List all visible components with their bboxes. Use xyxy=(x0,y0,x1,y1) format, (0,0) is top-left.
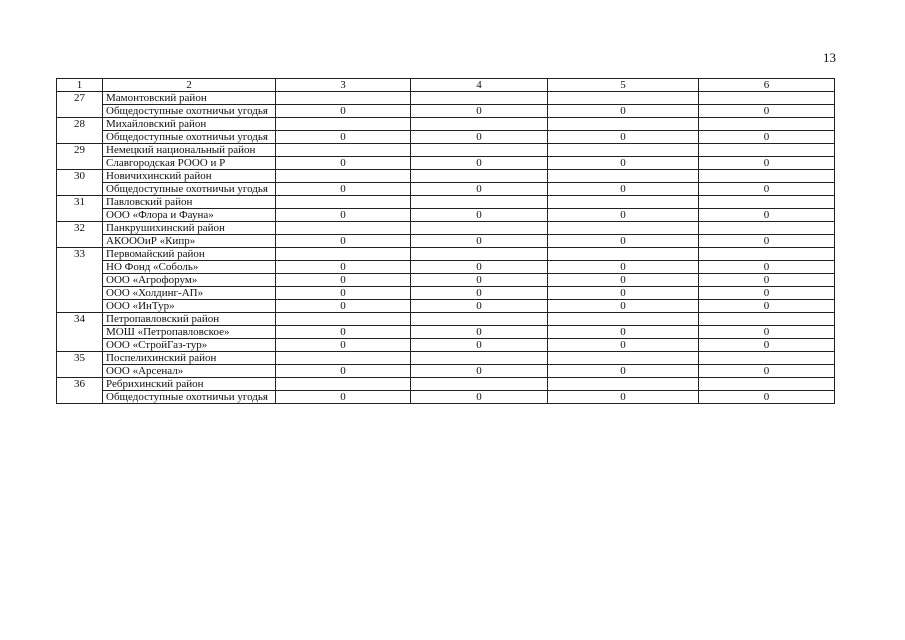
header-cell: 4 xyxy=(411,79,548,92)
value-cell: 0 xyxy=(699,365,835,378)
header-row xyxy=(57,79,835,92)
district-row xyxy=(57,118,835,131)
table-row xyxy=(57,326,835,339)
value-cell: 0 xyxy=(699,391,835,404)
header-cell: 3 xyxy=(276,79,411,92)
empty-cell xyxy=(411,196,548,209)
empty-cell xyxy=(276,92,411,105)
table-row xyxy=(57,274,835,287)
ground-name: Общедоступные охотничьи угодья xyxy=(103,131,276,144)
ground-name: Общедоступные охотничьи угодья xyxy=(103,105,276,118)
district-name: Панкрушихинский район xyxy=(103,222,276,235)
district-row xyxy=(57,352,835,365)
empty-cell xyxy=(276,378,411,391)
empty-cell xyxy=(548,92,699,105)
value-cell: 0 xyxy=(411,326,548,339)
district-row xyxy=(57,222,835,235)
empty-cell xyxy=(699,248,835,261)
empty-cell xyxy=(699,196,835,209)
empty-cell xyxy=(411,313,548,326)
empty-cell xyxy=(276,222,411,235)
value-cell: 0 xyxy=(276,157,411,170)
value-cell: 0 xyxy=(411,300,548,313)
value-cell: 0 xyxy=(411,183,548,196)
empty-cell xyxy=(699,118,835,131)
district-row xyxy=(57,144,835,157)
value-cell: 0 xyxy=(699,300,835,313)
value-cell: 0 xyxy=(411,131,548,144)
value-cell: 0 xyxy=(276,365,411,378)
value-cell: 0 xyxy=(548,391,699,404)
table-row xyxy=(57,209,835,222)
district-number: 34 xyxy=(57,313,103,352)
district-name: Ребрихинский район xyxy=(103,378,276,391)
value-cell: 0 xyxy=(276,391,411,404)
district-number: 28 xyxy=(57,118,103,144)
value-cell: 0 xyxy=(548,131,699,144)
ground-name: Общедоступные охотничьи угодья xyxy=(103,391,276,404)
table-row xyxy=(57,300,835,313)
table-row xyxy=(57,131,835,144)
empty-cell xyxy=(548,313,699,326)
header-cell: 6 xyxy=(699,79,835,92)
ground-name: ООО «Агрофорум» xyxy=(103,274,276,287)
value-cell: 0 xyxy=(699,131,835,144)
empty-cell xyxy=(411,170,548,183)
table-row xyxy=(57,183,835,196)
header-cell: 2 xyxy=(103,79,276,92)
value-cell: 0 xyxy=(276,209,411,222)
value-cell: 0 xyxy=(276,326,411,339)
value-cell: 0 xyxy=(548,209,699,222)
empty-cell xyxy=(411,222,548,235)
empty-cell xyxy=(548,118,699,131)
empty-cell xyxy=(548,222,699,235)
table-row xyxy=(57,391,835,404)
value-cell: 0 xyxy=(276,274,411,287)
table-body xyxy=(57,79,835,404)
value-cell: 0 xyxy=(548,183,699,196)
value-cell: 0 xyxy=(276,300,411,313)
empty-cell xyxy=(548,378,699,391)
value-cell: 0 xyxy=(411,105,548,118)
value-cell: 0 xyxy=(548,287,699,300)
header-cell: 5 xyxy=(548,79,699,92)
value-cell: 0 xyxy=(548,157,699,170)
district-name: Немецкий национальный район xyxy=(103,144,276,157)
page-number: 13 xyxy=(823,50,836,65)
table-row xyxy=(57,287,835,300)
empty-cell xyxy=(276,248,411,261)
value-cell: 0 xyxy=(276,235,411,248)
district-number: 29 xyxy=(57,144,103,170)
empty-cell xyxy=(411,378,548,391)
value-cell: 0 xyxy=(411,391,548,404)
hunting-grounds-table xyxy=(56,78,835,404)
ground-name: МОШ «Петропавловское» xyxy=(103,326,276,339)
value-cell: 0 xyxy=(548,365,699,378)
value-cell: 0 xyxy=(699,209,835,222)
value-cell: 0 xyxy=(276,183,411,196)
district-name: Новичихинский район xyxy=(103,170,276,183)
district-row xyxy=(57,196,835,209)
value-cell: 0 xyxy=(548,105,699,118)
value-cell: 0 xyxy=(411,261,548,274)
value-cell: 0 xyxy=(699,339,835,352)
value-cell: 0 xyxy=(548,274,699,287)
value-cell: 0 xyxy=(411,339,548,352)
district-number: 33 xyxy=(57,248,103,313)
district-name: Павловский район xyxy=(103,196,276,209)
empty-cell xyxy=(411,352,548,365)
district-row xyxy=(57,378,835,391)
ground-name: ООО «Холдинг-АП» xyxy=(103,287,276,300)
empty-cell xyxy=(276,352,411,365)
district-number: 31 xyxy=(57,196,103,222)
value-cell: 0 xyxy=(411,209,548,222)
value-cell: 0 xyxy=(699,326,835,339)
ground-name: ООО «ИнТур» xyxy=(103,300,276,313)
ground-name: ООО «Флора и Фауна» xyxy=(103,209,276,222)
district-row xyxy=(57,170,835,183)
empty-cell xyxy=(276,196,411,209)
value-cell: 0 xyxy=(699,287,835,300)
empty-cell xyxy=(411,248,548,261)
empty-cell xyxy=(276,313,411,326)
value-cell: 0 xyxy=(276,105,411,118)
empty-cell xyxy=(411,144,548,157)
district-name: Петропавловский район xyxy=(103,313,276,326)
value-cell: 0 xyxy=(699,105,835,118)
district-number: 27 xyxy=(57,92,103,118)
empty-cell xyxy=(411,118,548,131)
value-cell: 0 xyxy=(411,274,548,287)
value-cell: 0 xyxy=(411,287,548,300)
empty-cell xyxy=(699,222,835,235)
empty-cell xyxy=(699,170,835,183)
empty-cell xyxy=(699,144,835,157)
district-name: Первомайский район xyxy=(103,248,276,261)
value-cell: 0 xyxy=(699,274,835,287)
empty-cell xyxy=(548,248,699,261)
district-row xyxy=(57,313,835,326)
ground-name: Славгородская РООО и Р xyxy=(103,157,276,170)
empty-cell xyxy=(699,92,835,105)
ground-name: ООО «СтройГаз-тур» xyxy=(103,339,276,352)
value-cell: 0 xyxy=(548,235,699,248)
district-name: Мамонтовский район xyxy=(103,92,276,105)
empty-cell xyxy=(699,352,835,365)
table-row xyxy=(57,157,835,170)
ground-name: Общедоступные охотничьи угодья xyxy=(103,183,276,196)
district-row xyxy=(57,92,835,105)
value-cell: 0 xyxy=(548,326,699,339)
value-cell: 0 xyxy=(699,157,835,170)
district-number: 36 xyxy=(57,378,103,404)
empty-cell xyxy=(276,170,411,183)
empty-cell xyxy=(276,144,411,157)
value-cell: 0 xyxy=(411,157,548,170)
table-row xyxy=(57,105,835,118)
value-cell: 0 xyxy=(699,261,835,274)
empty-cell xyxy=(699,378,835,391)
district-name: Поспелихинский район xyxy=(103,352,276,365)
empty-cell xyxy=(699,313,835,326)
ground-name: АКОООиР «Кипр» xyxy=(103,235,276,248)
value-cell: 0 xyxy=(548,261,699,274)
table-row xyxy=(57,235,835,248)
empty-cell xyxy=(411,92,548,105)
value-cell: 0 xyxy=(699,235,835,248)
ground-name: ООО «Арсенал» xyxy=(103,365,276,378)
value-cell: 0 xyxy=(548,300,699,313)
empty-cell xyxy=(548,170,699,183)
value-cell: 0 xyxy=(548,339,699,352)
header-cell: 1 xyxy=(57,79,103,92)
empty-cell xyxy=(548,196,699,209)
district-number: 35 xyxy=(57,352,103,378)
ground-name: НО Фонд «Соболь» xyxy=(103,261,276,274)
district-name: Михайловский район xyxy=(103,118,276,131)
empty-cell xyxy=(276,118,411,131)
value-cell: 0 xyxy=(276,287,411,300)
district-row xyxy=(57,248,835,261)
value-cell: 0 xyxy=(276,339,411,352)
table-row xyxy=(57,365,835,378)
table-row xyxy=(57,339,835,352)
empty-cell xyxy=(548,352,699,365)
value-cell: 0 xyxy=(276,261,411,274)
empty-cell xyxy=(548,144,699,157)
value-cell: 0 xyxy=(411,365,548,378)
district-number: 30 xyxy=(57,170,103,196)
value-cell: 0 xyxy=(276,131,411,144)
table-row xyxy=(57,261,835,274)
value-cell: 0 xyxy=(699,183,835,196)
district-number: 32 xyxy=(57,222,103,248)
value-cell: 0 xyxy=(411,235,548,248)
